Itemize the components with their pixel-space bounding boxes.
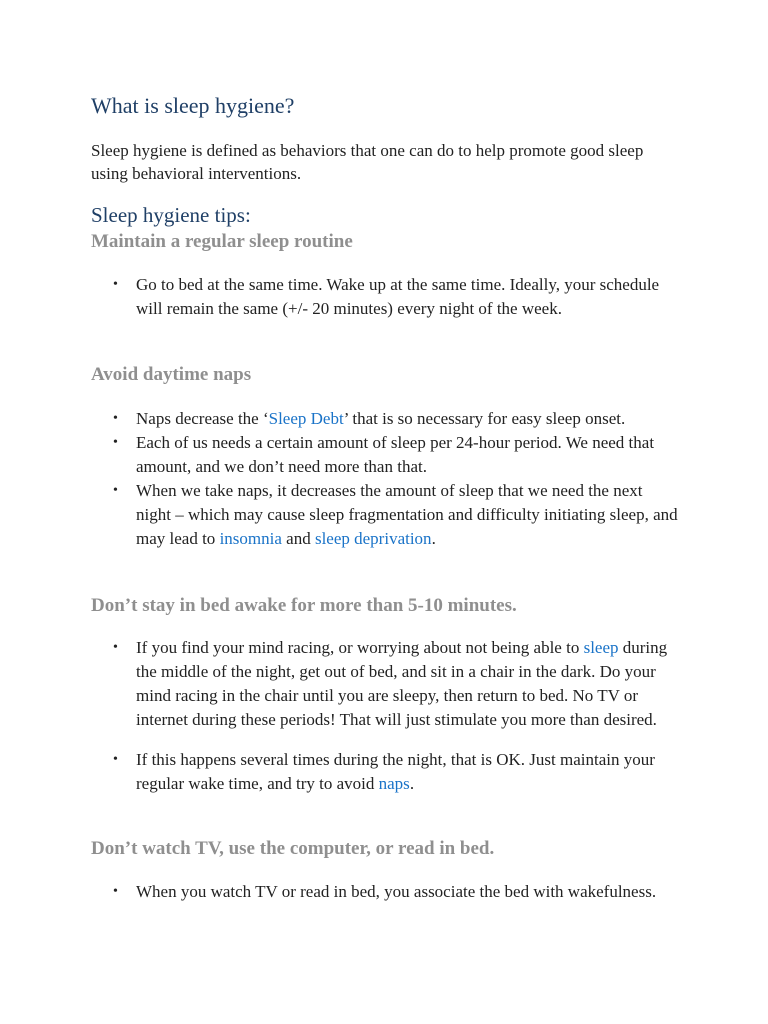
list-item-text: . (409, 774, 415, 793)
list-item-text: If this happens several times during the night, that is OK. Just maintain your regular wake time, and try to avoid (136, 750, 655, 793)
list-item: • Each of us needs a certain amount of sleep per 24-hour period. We need that amount, and we don’t need more than that. (91, 431, 681, 479)
list-item-text: Naps decrease the ‘ (136, 409, 269, 428)
list-item-text: and (281, 529, 315, 548)
list-naps (91, 407, 681, 551)
section-heading-tv: Don’t watch TV, use the computer, or read in bed. (91, 838, 495, 859)
list-item (91, 479, 681, 551)
sleep-debt-link[interactable]: Sleep Debt (268, 409, 344, 428)
list-routine (91, 273, 681, 321)
section-heading-awake: Don’t stay in bed awake for more than 5-10 minutes. (91, 595, 517, 616)
list-awake (91, 636, 681, 796)
tips-heading: Sleep hygiene tips: (91, 203, 251, 227)
sleep-deprivation-link[interactable]: sleep deprivation (314, 529, 432, 548)
list-item-text: during the middle of the night, get out of bed, and sit in a chair in the dark. Do your mind racing in the chair until you are sleepy, then return to bed. No TV or internet during these periods! That will just stimulate you more than desired. (136, 638, 668, 729)
list-item-text: . (431, 529, 436, 548)
page-title: What is sleep hygiene? (91, 93, 295, 118)
list-item (91, 748, 681, 796)
list-item-text: If you find your mind racing, or worrying about not being able to (136, 638, 584, 657)
section-heading-routine: Maintain a regular sleep routine (91, 231, 353, 252)
insomnia-link[interactable]: insomnia (219, 529, 282, 548)
list-tv (91, 880, 681, 904)
list-item (91, 407, 681, 431)
section-heading-naps: Avoid daytime naps (91, 364, 252, 385)
list-item: • Go to bed at the same time. Wake up at the same time. Ideally, your schedule will remain the same (+/- 20 minutes) every night of the week. (91, 273, 681, 321)
intro-paragraph: Sleep hygiene is defined as behaviors that one can do to help promote good sleep using behavioral interventions. (91, 141, 644, 183)
list-item-text: When we take naps, it decreases the amount of sleep that we need the next night – which may cause sleep fragmentation and difficulty initiating sleep, and may lead to (136, 481, 678, 548)
sleep-link[interactable]: sleep (583, 638, 619, 657)
list-item-text: ’ that is so necessary for easy sleep onset. (343, 409, 626, 428)
list-item: • When you watch TV or read in bed, you associate the bed with wakefulness. (91, 880, 681, 904)
naps-link[interactable]: naps (378, 774, 410, 793)
list-item (91, 636, 681, 732)
